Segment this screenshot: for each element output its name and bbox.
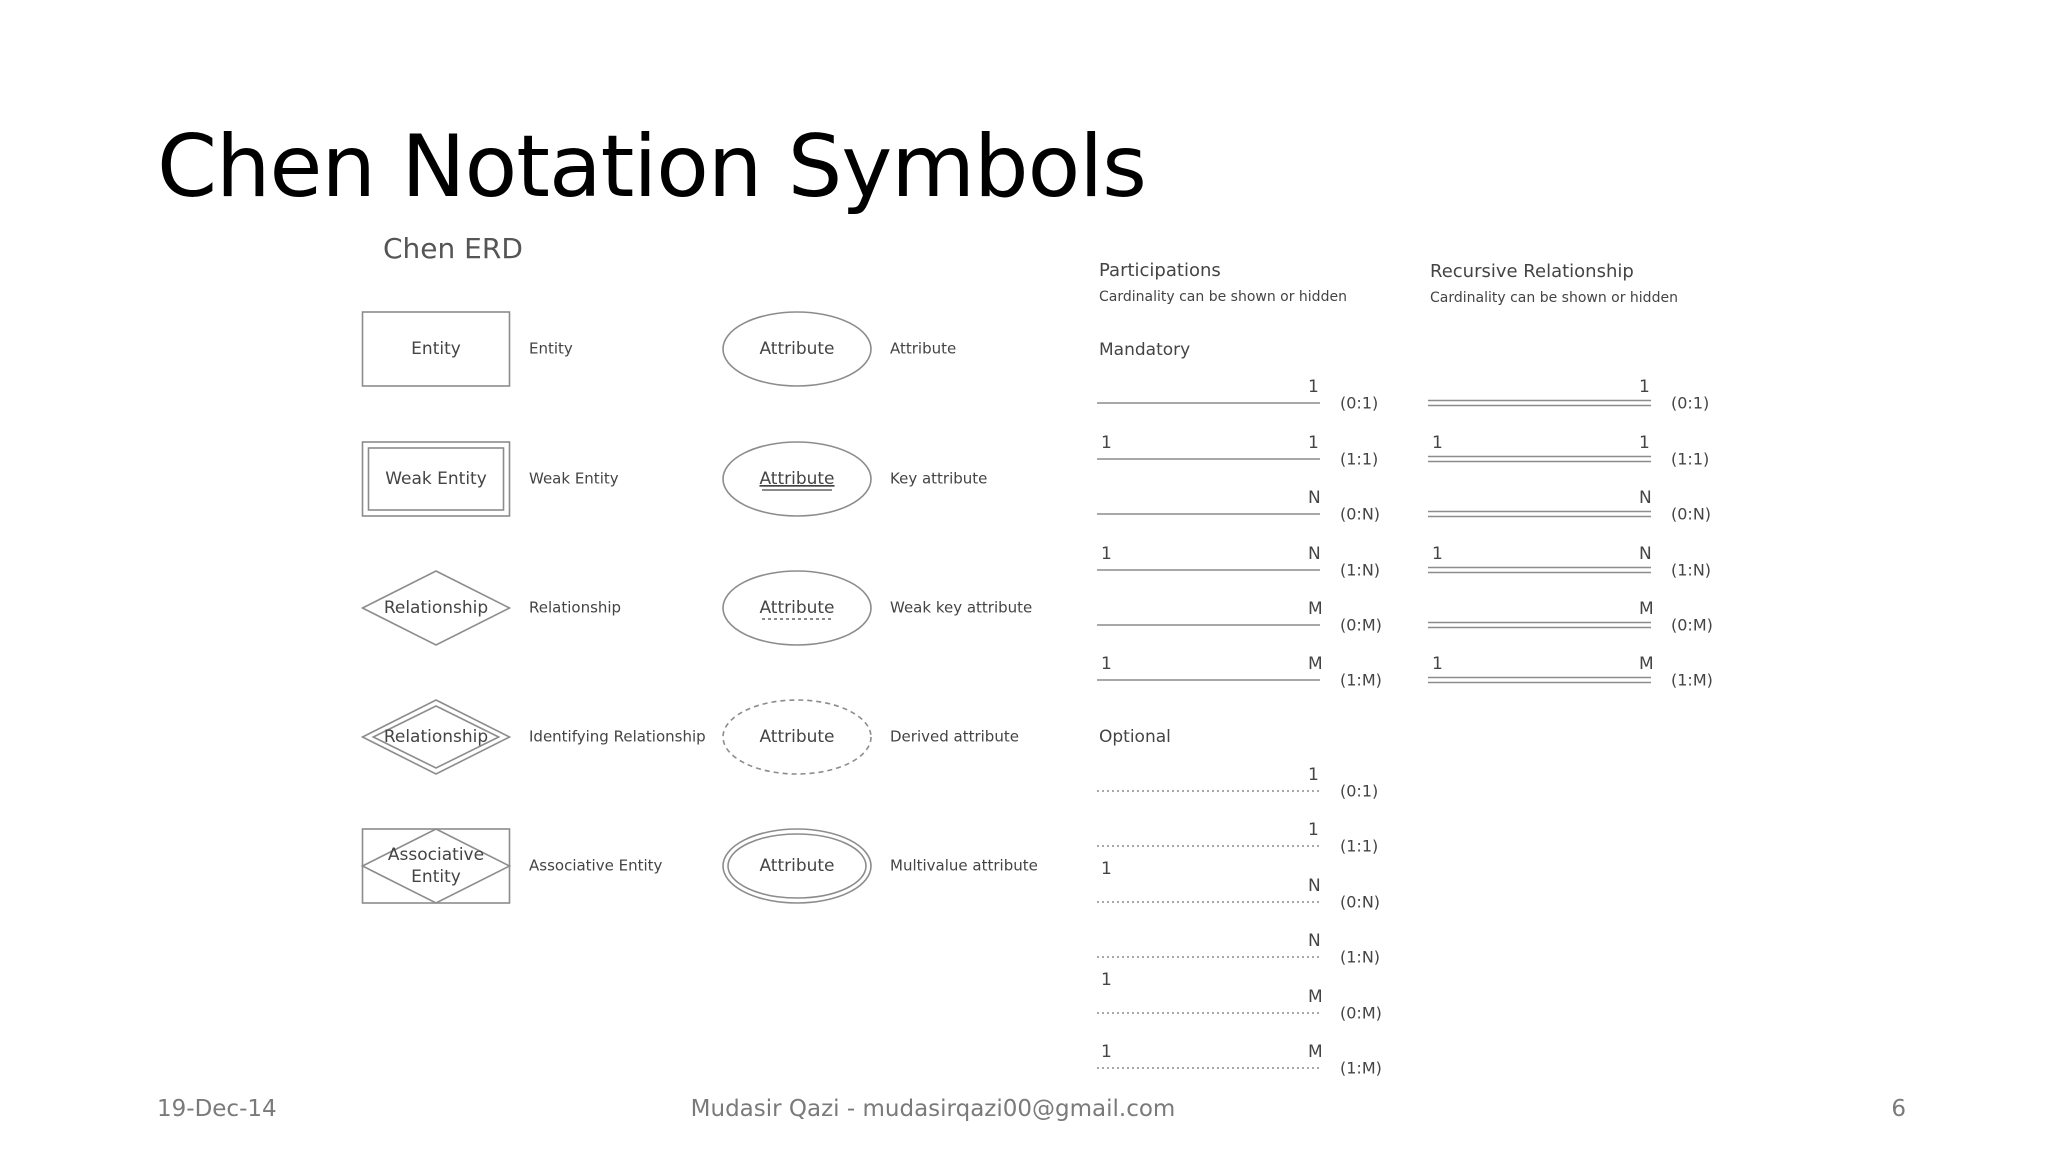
cardinality-left: 1: [1101, 970, 1112, 990]
optional-row: [1097, 970, 1382, 1023]
participations-subtitle: Cardinality can be shown or hidden: [1099, 289, 1347, 305]
recursive-subtitle: Cardinality can be shown or hidden: [1430, 290, 1678, 306]
cardinality-right: 1: [1308, 765, 1319, 785]
cardinality-left: 1: [1101, 859, 1112, 879]
cardinality-left: 1: [1101, 433, 1112, 453]
associative-diamond: [363, 829, 510, 903]
optional-row: [1097, 1042, 1382, 1078]
recursive-title: Recursive Relationship: [1430, 261, 1634, 282]
cardinality-code: (0:1): [1340, 781, 1379, 801]
shape-text: Attribute: [759, 727, 835, 747]
attribute-label: Multivalue attribute: [890, 856, 1038, 875]
cardinality-right: N: [1308, 544, 1321, 564]
cardinality-code: (1:N): [1340, 560, 1381, 580]
optional-heading: Optional: [1099, 727, 1171, 747]
recursive-row: [1428, 654, 1713, 690]
symbol-label: Entity: [529, 339, 573, 358]
cardinality-code: (0:M): [1671, 615, 1713, 635]
recursive-row: [1428, 599, 1713, 635]
cardinality-right: M: [1308, 599, 1323, 619]
cardinality-right: 1: [1308, 433, 1319, 453]
key-attribute-symbol: [723, 442, 987, 516]
identifying-relationship-symbol: [363, 700, 706, 774]
cardinality-code: (0:N): [1340, 892, 1381, 912]
mandatory-row: [1097, 544, 1380, 580]
page-number: 6: [1891, 1096, 1906, 1122]
optional-row: [1097, 820, 1378, 856]
slide-title: Chen Notation Symbols: [157, 117, 1146, 217]
recursive-row: [1428, 544, 1711, 580]
attribute-label: Derived attribute: [890, 727, 1019, 746]
recursive-row: [1428, 433, 1709, 469]
cardinality-code: (0:1): [1340, 393, 1379, 413]
shape-text: Attribute: [759, 339, 835, 359]
cardinality-left: 1: [1101, 1042, 1112, 1062]
mandatory-row: [1097, 488, 1380, 524]
symbol-label: Relationship: [529, 598, 622, 617]
entity-symbol: [363, 312, 573, 386]
associative-rect: [363, 829, 510, 903]
shape-text: Weak Entity: [385, 469, 487, 489]
symbol-label: Associative Entity: [529, 856, 663, 875]
cardinality-right: N: [1308, 876, 1321, 896]
cardinality-code: (1:M): [1340, 670, 1382, 690]
cardinality-code: (1:1): [1340, 449, 1379, 469]
shape-text: Attribute: [759, 469, 835, 489]
weak-key-attribute-symbol: [723, 571, 1032, 645]
cardinality-right: N: [1308, 488, 1321, 508]
cardinality-right: N: [1308, 931, 1321, 951]
shape-text: Relationship: [383, 598, 489, 618]
participations-title: Participations: [1099, 260, 1221, 281]
attribute-symbol: [723, 312, 956, 386]
shape-text: Attribute: [759, 856, 835, 876]
symbol-label: Identifying Relationship: [529, 727, 706, 746]
cardinality-code: (0:N): [1671, 504, 1712, 524]
cardinality-left: 1: [1432, 433, 1443, 453]
optional-row: [1097, 859, 1380, 912]
multivalue-attribute-symbol: [723, 829, 1038, 903]
mandatory-row: [1097, 654, 1382, 690]
cardinality-code: (1:N): [1671, 560, 1712, 580]
cardinality-right: M: [1639, 599, 1654, 619]
recursive-row: [1428, 377, 1709, 413]
relationship-symbol: [363, 571, 622, 645]
attribute-label: Weak key attribute: [890, 598, 1033, 617]
cardinality-code: (0:M): [1340, 615, 1382, 635]
panel-title-text: Chen ERD: [383, 232, 523, 265]
attribute-label: Attribute: [890, 339, 957, 358]
optional-row: [1097, 765, 1378, 801]
mandatory-row: [1097, 377, 1378, 413]
cardinality-right: N: [1639, 544, 1652, 564]
cardinality-left: 1: [1101, 544, 1112, 564]
mandatory-heading: Mandatory: [1099, 340, 1191, 360]
cardinality-left: 1: [1432, 654, 1443, 674]
cardinality-code: (1:N): [1340, 947, 1381, 967]
cardinality-right: M: [1308, 987, 1323, 1007]
cardinality-code: (0:N): [1340, 504, 1381, 524]
associative-entity-symbol: [363, 829, 663, 903]
cardinality-right: 1: [1308, 820, 1319, 840]
cardinality-left: 1: [1101, 654, 1112, 674]
cardinality-right: M: [1308, 1042, 1323, 1062]
cardinality-code: (0:1): [1671, 393, 1710, 413]
derived-attribute-symbol: [723, 700, 1019, 774]
cardinality-code: (1:1): [1340, 836, 1379, 856]
shape-text: Attribute: [759, 598, 835, 618]
cardinality-code: (1:M): [1671, 670, 1713, 690]
cardinality-code: (1:1): [1671, 449, 1710, 469]
shape-text: Entity: [411, 339, 461, 359]
shape-text: Entity: [411, 867, 461, 887]
panel-title: [383, 232, 523, 265]
footer-author: Mudasir Qazi - mudasirqazi00@gmail.com: [690, 1096, 1176, 1122]
cardinality-code: (1:M): [1340, 1058, 1382, 1078]
mandatory-row: [1097, 599, 1382, 635]
mandatory-row: [1097, 433, 1378, 469]
weak-entity-symbol: [363, 442, 619, 516]
cardinality-right: 1: [1308, 377, 1319, 397]
shape-text: Associative: [387, 845, 485, 865]
cardinality-left: 1: [1432, 544, 1443, 564]
cardinality-right: N: [1639, 488, 1652, 508]
cardinality-right: M: [1308, 654, 1323, 674]
optional-row: [1097, 931, 1380, 967]
symbol-label: Weak Entity: [529, 469, 619, 488]
recursive-header: [1430, 261, 1678, 306]
shape-text: Relationship: [383, 727, 489, 747]
attribute-label: Key attribute: [890, 469, 988, 488]
cardinality-right: 1: [1639, 433, 1650, 453]
footer-date: 19-Dec-14: [157, 1096, 277, 1122]
recursive-row: [1428, 488, 1711, 524]
cardinality-code: (0:M): [1340, 1003, 1382, 1023]
cardinality-right: 1: [1639, 377, 1650, 397]
cardinality-right: M: [1639, 654, 1654, 674]
